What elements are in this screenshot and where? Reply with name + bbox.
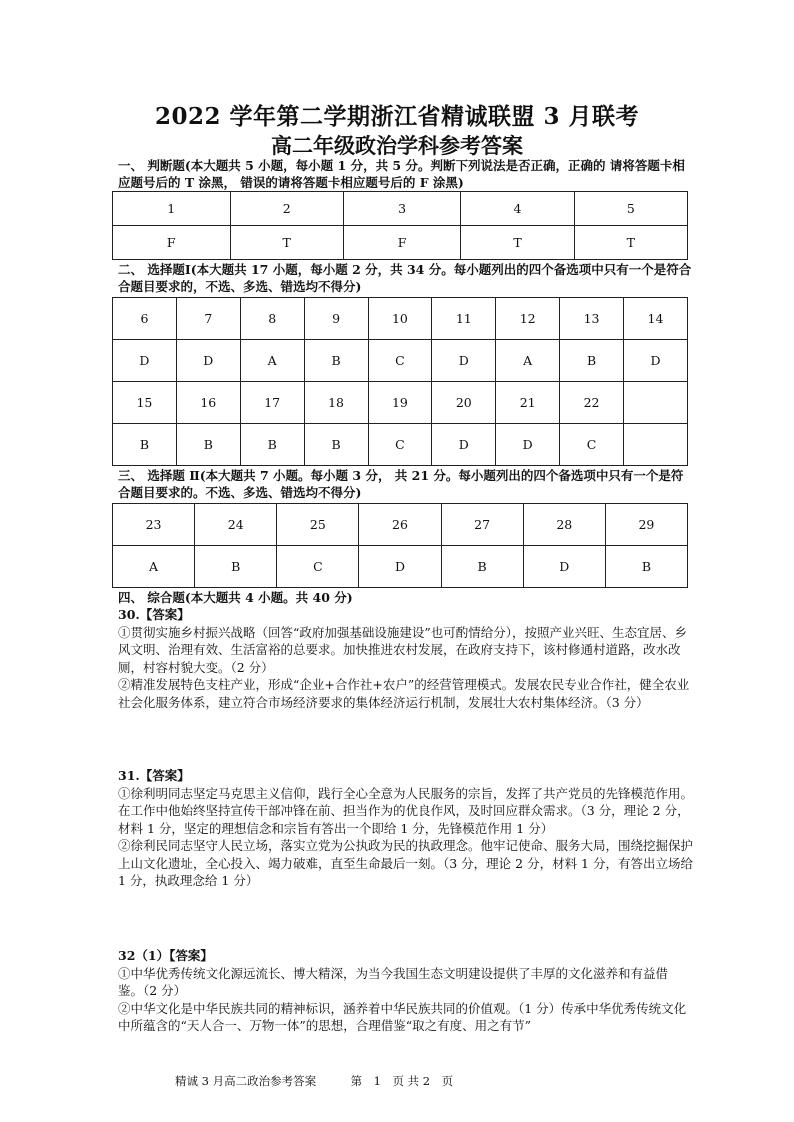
- q-number: 13: [560, 298, 624, 340]
- q-number: 21: [496, 382, 560, 424]
- q31-point-1: ①徐利明同志坚定马克思主义信仰，践行全心全意为人民服务的宗旨，发挥了共产党员的先锋模范作用。在工作中他始终坚持宣传干部冲锋在前、担当作为的优良作风，及时回应群众需求。（3 分，理论 2 分，材料 1 分，坚定的理想信念和宗旨有答出一个即给 1 分，先锋模范作用 1 分）: [118, 785, 694, 836]
- q-answer: C: [277, 546, 359, 588]
- document-title: 2022 学年第二学期浙江省精诚联盟 3 月联考: [154, 103, 640, 130]
- q-number: 22: [560, 382, 624, 424]
- q-number: 28: [523, 504, 605, 546]
- q-number: 5: [574, 192, 687, 226]
- q-number: 2: [230, 192, 343, 226]
- q-number: 20: [432, 382, 496, 424]
- question-32: [118, 947, 693, 1035]
- q-number: 26: [359, 504, 441, 546]
- q-answer: C: [368, 424, 432, 466]
- q-number: 18: [304, 382, 368, 424]
- section2-table: [112, 297, 688, 466]
- section1-heading: 一、 判断题(本大题共 5 小题，每小题 1 分，共 5 分。判断下列说法是否正确，正确的 请将答题卡相应题号后的 T 涂黑， 错误的请将答题卡相应题号后的 F 涂黑): [118, 158, 685, 190]
- q-number: 17: [240, 382, 304, 424]
- question-30: [118, 606, 693, 711]
- q-answer-empty: [624, 424, 688, 466]
- q32-point-1: ①中华优秀传统文化源远流长、博大精深，为当今我国生态文明建设提供了丰厚的文化滋养和有益借鉴。（2 分）: [118, 965, 669, 998]
- document-subtitle: 高二年级政治学科参考答案: [271, 133, 523, 158]
- question-31: [118, 767, 693, 890]
- q-answer: D: [432, 340, 496, 382]
- q-number: 29: [605, 504, 687, 546]
- q31-point-2: ②徐利民同志坚守人民立场，落实立党为公执政为民的执政理念。他牢记使命、服务大局，围绕挖掘保护上山文化遗址，全心投入、竭力破难，直至生命最后一刻。（3 分，理论 2 分，材料 1 分，有答出立场给 1 分，执政理念给 1 分）: [118, 838, 694, 888]
- q-answer: B: [304, 424, 368, 466]
- q-answer: B: [176, 424, 240, 466]
- q-number: 14: [624, 298, 688, 340]
- q-number: 3: [343, 192, 461, 226]
- q30-point-2: ②精准发展特色支柱产业，形成“企业+合作社+农户”的经营管理模式。发展农民专业合作社，健全农业社会化服务体系，建立符合市场经济要求的集体经济运行机制，发展壮大农村集体经济。（3 分）: [118, 677, 690, 710]
- q-number: 10: [368, 298, 432, 340]
- q-answer: D: [523, 546, 605, 588]
- q-answer: D: [432, 424, 496, 466]
- q-answer: F: [343, 226, 461, 260]
- q-number: 25: [277, 504, 359, 546]
- q-answer: C: [560, 424, 624, 466]
- q-number: 9: [304, 298, 368, 340]
- section3-table: [112, 503, 688, 588]
- q-answer: B: [560, 340, 624, 382]
- section2-heading: 二、 选择题Ⅰ(本大题共 17 小题，每小题 2 分，共 34 分。每小题列出的四个备选项中只有一个是符合合题目要求的，不选、多选、错选均不得分): [118, 262, 692, 294]
- section1-table: [112, 191, 688, 260]
- q-answer: A: [240, 340, 304, 382]
- q-number: 6: [113, 298, 177, 340]
- q-answer: F: [113, 226, 231, 260]
- q-answer: A: [496, 340, 560, 382]
- q30-heading: 30.【答案】: [118, 607, 190, 622]
- q-answer: T: [574, 226, 687, 260]
- q31-heading: 31.【答案】: [118, 768, 190, 783]
- q-number: 27: [441, 504, 523, 546]
- q-number: 1: [113, 192, 231, 226]
- q-number: 7: [176, 298, 240, 340]
- q-number: 19: [368, 382, 432, 424]
- section3-heading: 三、 选择题 Ⅱ(本大题共 7 小题。每小题 3 分， 共 21 分。每小题列出的四个备选项中只有一个是符合题目要求的。不选、多选、错选均不得分): [118, 468, 684, 500]
- section4-heading: 四、 综合题(本大题共 4 小题。共 40 分): [118, 590, 353, 605]
- q-answer: D: [624, 340, 688, 382]
- q-answer: B: [240, 424, 304, 466]
- q-answer: D: [176, 340, 240, 382]
- q-answer: B: [304, 340, 368, 382]
- q-answer: T: [230, 226, 343, 260]
- q-answer: B: [195, 546, 277, 588]
- q-answer: A: [113, 546, 195, 588]
- q-number: 12: [496, 298, 560, 340]
- page-footer: 精诚 3 月高二政治参考答案 第 1 页 共 2 页: [175, 1074, 454, 1088]
- q30-point-1: ①贯彻实施乡村振兴战略（回答“政府加强基础设施建设”也可酌情给分），按照产业兴旺、生态宜居、乡风文明、治理有效、生活富裕的总要求。加快推进农村发展，在政府支持下，该村修通村道路，改水改厕，村容村貌大变。（2 分）: [118, 624, 688, 675]
- q-answer: B: [113, 424, 177, 466]
- q-answer: T: [461, 226, 574, 260]
- q-number: 16: [176, 382, 240, 424]
- q-number: 4: [461, 192, 574, 226]
- q-answer: D: [496, 424, 560, 466]
- q-number: 23: [113, 504, 195, 546]
- q32-point-2: ②中华文化是中华民族共同的精神标识，涵养着中华民族共同的价值观。（1 分）传承中华优秀传统文化中所蕴含的“天人合一、万物一体”的思想，合理借鉴“取之有度、用之有节”: [118, 1000, 687, 1033]
- q32-heading: 32（1）【答案】: [118, 948, 213, 963]
- q-number: 11: [432, 298, 496, 340]
- q-answer: B: [605, 546, 687, 588]
- q-number: 15: [113, 382, 177, 424]
- q-answer: B: [441, 546, 523, 588]
- q-number-empty: [624, 382, 688, 424]
- q-number: 8: [240, 298, 304, 340]
- q-answer: D: [359, 546, 441, 588]
- q-answer: C: [368, 340, 432, 382]
- q-answer: D: [113, 340, 177, 382]
- q-number: 24: [195, 504, 277, 546]
